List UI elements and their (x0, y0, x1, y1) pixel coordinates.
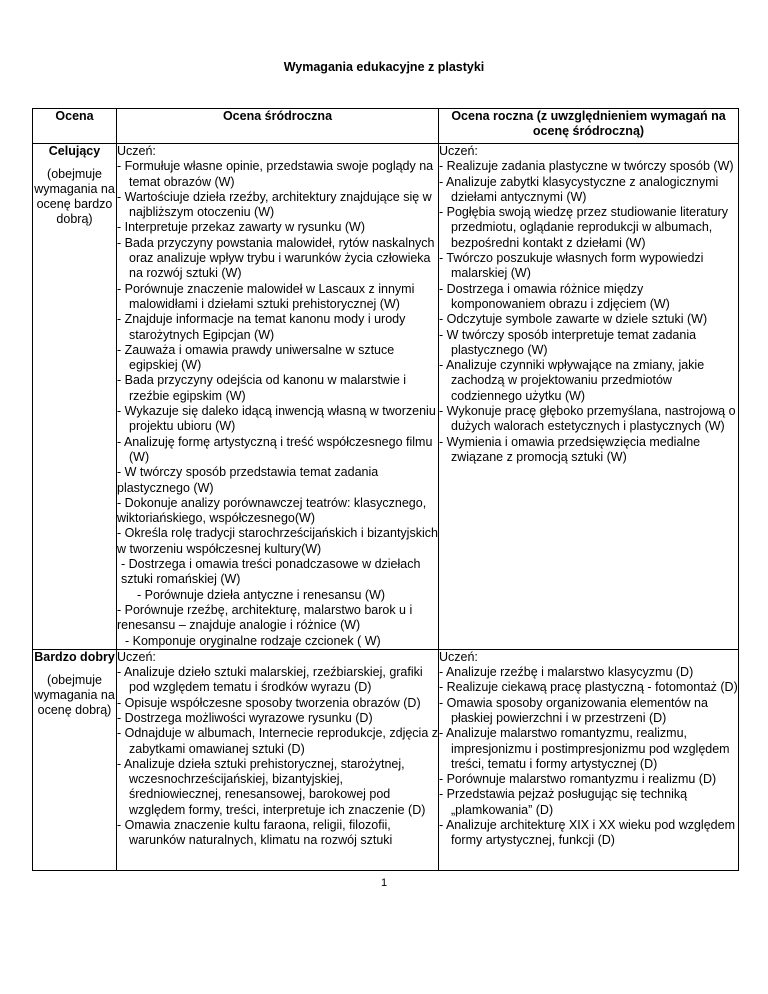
page-number: 1 (380, 877, 388, 889)
header-grade: Ocena (33, 109, 117, 144)
list-item: - Porównuje dzieła antyczne i renesansu (W) (137, 587, 386, 602)
requirements-table (32, 108, 739, 871)
list-item: - Porównuje rzeźbę, architekturę, malarstwo barok u i renesansu – znajduje analogie i różnice (W) (117, 602, 413, 633)
list-item: - Analizuje zabytki klasycystyczne z analogicznymi dziełami antycznymi (W) (439, 174, 719, 204)
yearly-cell (439, 144, 739, 650)
midyear-cell (117, 649, 439, 870)
list-item: - Analizuje dzieło sztuki malarskiej, rzeźbiarskiej, grafiki pod względem tematu i środków wyrazu (D) (117, 665, 423, 695)
list-item: - Odczytuje symbole zawarte w dziele sztuki (W) (439, 312, 708, 327)
list-item: - Porównuje znaczenie malowideł w Lascaux z innymi malowidłami i dziełami sztuki prehistorycznej (W) (117, 281, 415, 311)
list-item: - Odnajduje w albumach, Internecie reprodukcje, zdjęcia z zabytkami omawianej sztuki (D) (117, 726, 439, 756)
list-item: - Realizuje zadania plastyczne w twórczy sposób (W) (439, 159, 734, 174)
grade-note: (obejmuje wymagania na ocenę bardzo dobrą) (34, 167, 115, 226)
list-item: - Przedstawia pejzaż posługując się techniką „plamkowania” (D) (439, 787, 688, 817)
list-item: - Twórczo poszukuje własnych form wypowiedzi malarskiej (W) (439, 251, 704, 281)
header-midyear: Ocena śródroczna (117, 109, 439, 144)
list-item: - Omawia znaczenie kultu faraona, religii, filozofii, warunków naturalnych, klimatu na rozwój sztuki (117, 818, 393, 848)
list-item: - Dostrzega możliwości wyrazowe rysunku (D) (117, 710, 373, 725)
grade-cell (33, 144, 117, 650)
document-title: Wymagania edukacyjne z plastyki (283, 60, 485, 74)
header-yearly: Ocena roczna (z uwzględnieniem wymagań na ocenę śródroczną) (439, 109, 739, 144)
grade-cell (33, 649, 117, 870)
list-item: - Wartościuje dzieła rzeźby, architektury znajdujące się w najbliższym otoczeniu (W) (117, 189, 432, 220)
list-item: - Analizuje malarstwo romantyzmu, realizmu, impresjonizmu i postimpresjonizmu pod względem treści, tematu i formy artystycznej (D) (439, 726, 730, 771)
list-item: - Wykonuje pracę głęboko przemyślana, nastrojową o dużych walorach estetycznych i plastycznych (W) (439, 404, 736, 434)
list-item: - Dostrzega i omawia treści ponadczasowe w dziełach sztuki romańskiej (W) (121, 557, 421, 587)
list-item: - Opisuje współczesne sposoby tworzenia obrazów (D) (117, 695, 421, 710)
grade-name: Bardzo dobry (34, 649, 115, 664)
list-item: - Określa rolę tradycji starochrześcijańskich i bizantyjskich w tworzeniu współczesnej kultury(W) (117, 526, 438, 556)
cell-intro: Uczeń: (439, 144, 478, 158)
list-item: - Bada przyczyny odejścia od kanonu w malarstwie i rzeźbie egipskim (W) (117, 373, 407, 403)
cell-intro: Uczeń: (117, 649, 156, 664)
list-item: - Analizuje dzieła sztuki prehistorycznej, starożytnej, wczesnochrześcijańskiej, bizantyjskiej, średniowiecznej, renesansowej, barokowej pod względem formy, treści, interpretuje ich znaczenie (D) (117, 756, 426, 817)
table-row (33, 144, 739, 650)
midyear-cell (117, 144, 439, 650)
yearly-cell (439, 649, 739, 870)
list-item: - Analizuje rzeźbę i malarstwo klasycyzmu (D) (439, 665, 694, 680)
list-item: - W twórczy sposób interpretuje temat zadania plastycznego (W) (439, 327, 697, 357)
list-item: - Porównuje malarstwo romantyzmu i realizmu (D) (439, 772, 717, 787)
list-item: - Realizuje ciekawą pracę plastyczną - fotomontaż (D) (439, 680, 738, 695)
list-item: - Komponuje oryginalne rodzaje czcionek ( W) (125, 633, 381, 648)
table-row (33, 649, 739, 870)
list-item: - Bada przyczyny powstania malowideł, rytów naskalnych oraz analizuje wpływ trybu i warunków życia człowieka na rozwój sztuki (W) (117, 235, 435, 281)
list-item: - Omawia sposoby organizowania elementów na płaskiej powierzchni i w przestrzeni (D) (439, 695, 708, 725)
list-item: - Pogłębia swoją wiedzę przez studiowanie literatury przedmiotu, oglądanie reprodukcji w albumach, bezpośredni kontakt z dziełami (W) (439, 205, 729, 250)
list-item: - Analizuje czynniki wpływające na zmiany, jakie zachodzą w projektowaniu przedmiotów codziennego użytku (W) (439, 358, 705, 403)
header-row (33, 109, 739, 144)
list-item: - Zauważa i omawia prawdy uniwersalne w sztuce egipskiej (W) (117, 342, 395, 373)
cell-intro: Uczeń: (439, 649, 478, 664)
list-item: - Analizuje architekturę XIX i XX wieku pod względem formy artystycznej, funkcji (D) (439, 818, 735, 848)
cell-intro: Uczeń: (117, 144, 156, 158)
list-item: - Dostrzega i omawia różnice między komponowaniem obrazu i zdjęciem (W) (439, 281, 670, 311)
list-item: - Formułuje własne opinie, przedstawia swoje poglądy na temat obrazów (W) (117, 159, 434, 189)
list-item: - Wykazuje się daleko idącą inwencją własną w tworzeniu projektu ubioru (W) (117, 404, 436, 434)
list-item: - Interpretuje przekaz zawarty w rysunku (W) (117, 220, 365, 235)
list-item: - Wymienia i omawia przedsięwzięcia medialne związane z promocją sztuki (W) (439, 434, 701, 464)
list-item: - Znajduje informacje na temat kanonu mody i urody starożytnych Egipcjan (W) (117, 312, 406, 342)
list-item: - Dokonuje analizy porównawczej teatrów: klasycznego, wiktoriańskiego, współczesnego(W) (117, 495, 427, 526)
grade-name: Celujący (48, 144, 101, 158)
list-item: - Analizuję formę artystyczną i treść współczesnego filmu (W) (117, 434, 433, 464)
grade-note: (obejmuje wymagania na ocenę dobrą) (34, 672, 115, 717)
list-item: - W twórczy sposób przedstawia temat zadania plastycznego (W) (117, 465, 379, 495)
